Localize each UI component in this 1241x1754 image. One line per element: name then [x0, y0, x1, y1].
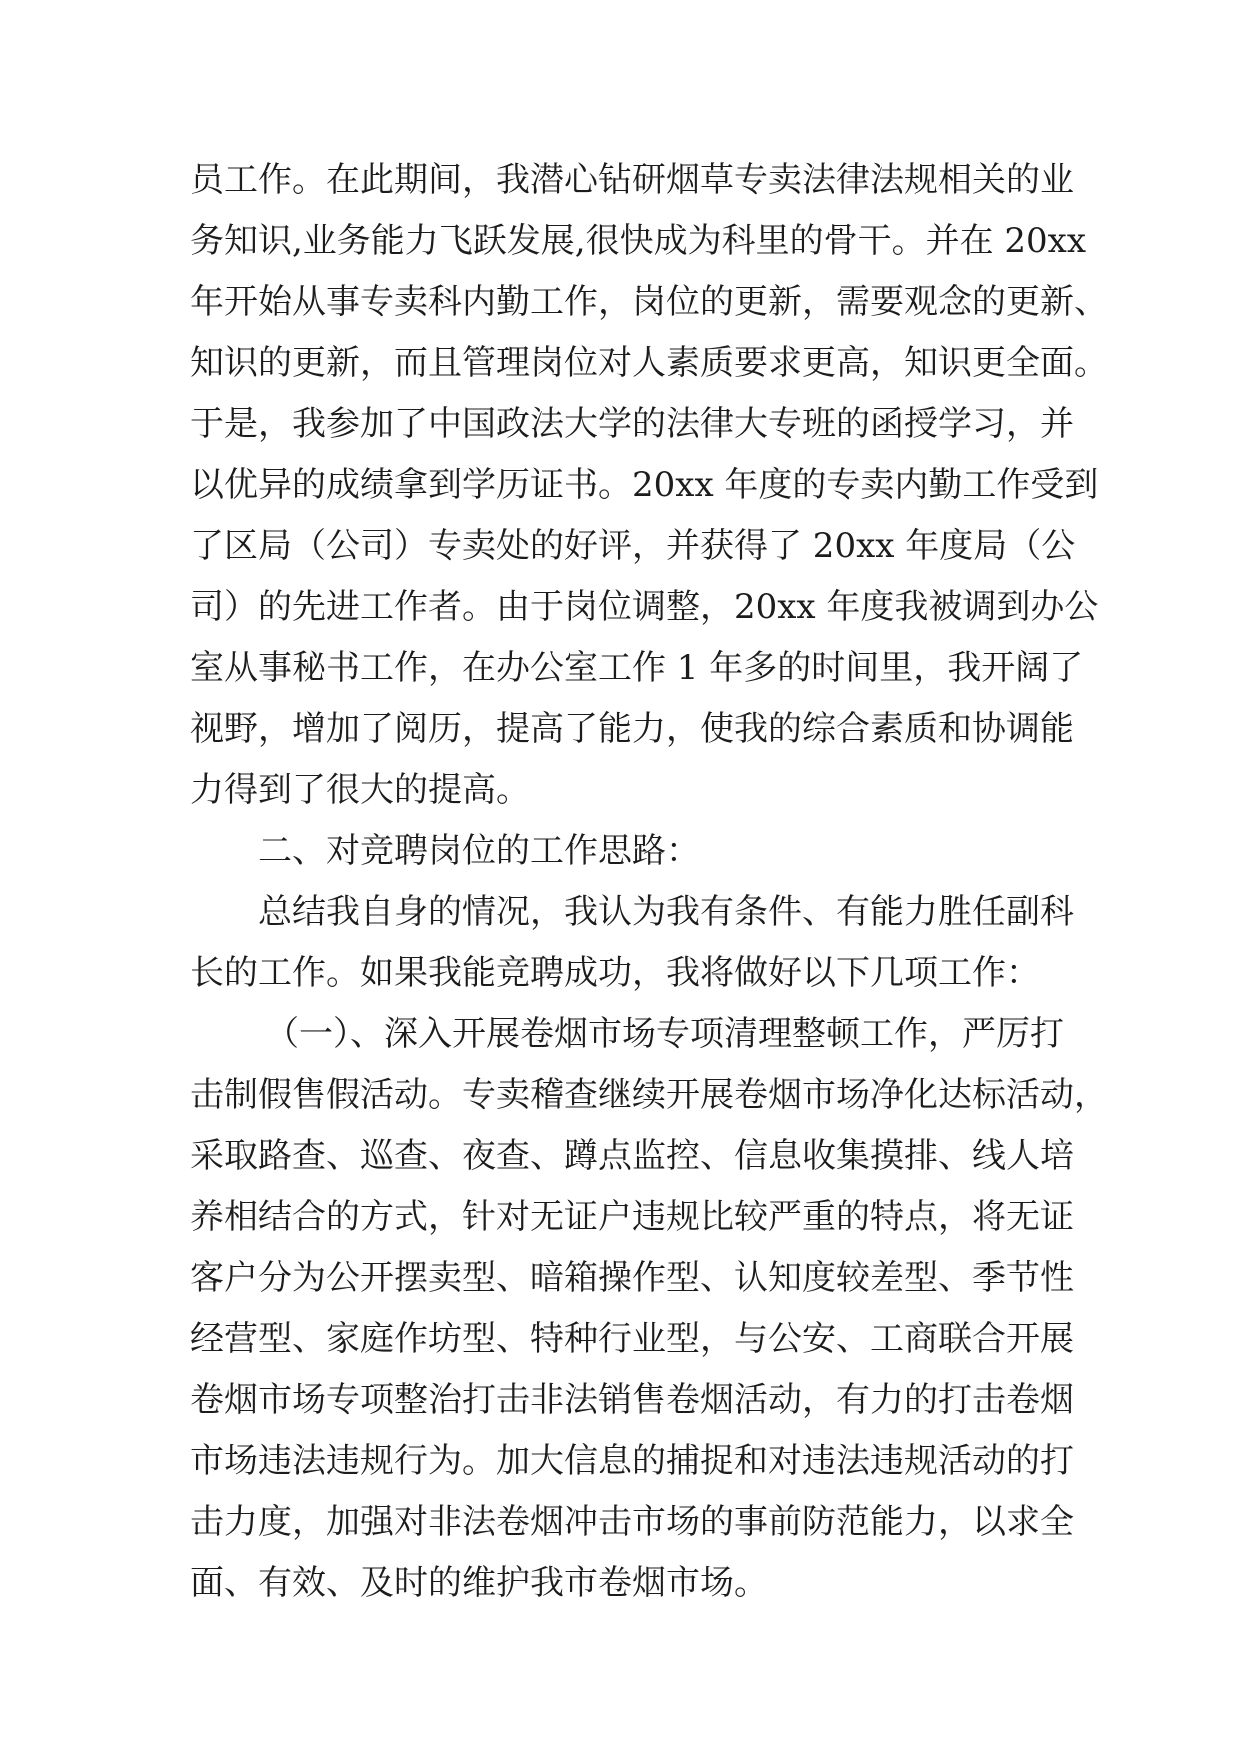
- text-line: 于是，我参加了中国政法大学的法律大专班的函授学习，并: [190, 404, 1074, 444]
- text-line: 客户分为公开摆卖型、暗箱操作型、认知度较差型、季节性: [190, 1258, 1074, 1298]
- text-line: 务知识,业务能力飞跃发展,很快成为科里的骨干。并在 20xx: [190, 221, 1087, 261]
- subsection-heading: （一）、深入开展卷烟市场专项清理整顿工作，严厉打: [265, 1014, 1064, 1054]
- text-line: 年开始从事专卖科内勤工作，岗位的更新，需要观念的更新、: [190, 282, 1108, 322]
- section-heading: 二、对竞聘岗位的工作思路：: [258, 831, 700, 871]
- text-line: 击制假售假活动。专卖稽查继续开展卷烟市场净化达标活动，: [190, 1075, 1108, 1115]
- text-line: 长的工作。如果我能竞聘成功，我将做好以下几项工作：: [190, 953, 1040, 993]
- text-line: 养相结合的方式，针对无证户违规比较严重的特点，将无证: [190, 1197, 1074, 1237]
- text-line: 视野，增加了阅历，提高了能力，使我的综合素质和协调能: [190, 709, 1074, 749]
- text-line: 了区局（公司）专卖处的好评，并获得了 20xx 年度局（公: [190, 526, 1076, 566]
- text-line: 以优异的成绩拿到学历证书。20xx 年度的专卖内勤工作受到: [190, 465, 1099, 505]
- text-line: 总结我自身的情况，我认为我有条件、有能力胜任副科: [258, 892, 1074, 932]
- text-line: 卷烟市场专项整治打击非法销售卷烟活动，有力的打击卷烟: [190, 1380, 1074, 1420]
- text-line: 击力度，加强对非法卷烟冲击市场的事前防范能力，以求全: [190, 1502, 1074, 1542]
- text-line: 经营型、家庭作坊型、特种行业型，与公安、工商联合开展: [190, 1319, 1074, 1359]
- text-line: 知识的更新，而且管理岗位对人素质要求更高，知识更全面。: [190, 343, 1108, 383]
- text-line: 面、有效、及时的维护我市卷烟市场。: [190, 1563, 768, 1603]
- text-line: 力得到了很大的提高。: [190, 770, 530, 810]
- text-line: 员工作。在此期间，我潜心钻研烟草专卖法律法规相关的业: [190, 160, 1074, 200]
- text-line: 室从事秘书工作，在办公室工作 1 年多的时间里，我开阔了: [190, 648, 1084, 688]
- text-line: 市场违法违规行为。加大信息的捕捉和对违法违规活动的打: [190, 1441, 1074, 1481]
- text-line: 采取路查、巡查、夜查、蹲点监控、信息收集摸排、线人培: [190, 1136, 1074, 1176]
- text-line: 司）的先进工作者。由于岗位调整，20xx 年度我被调到办公: [190, 587, 1099, 627]
- body-text: [190, 150, 1108, 1614]
